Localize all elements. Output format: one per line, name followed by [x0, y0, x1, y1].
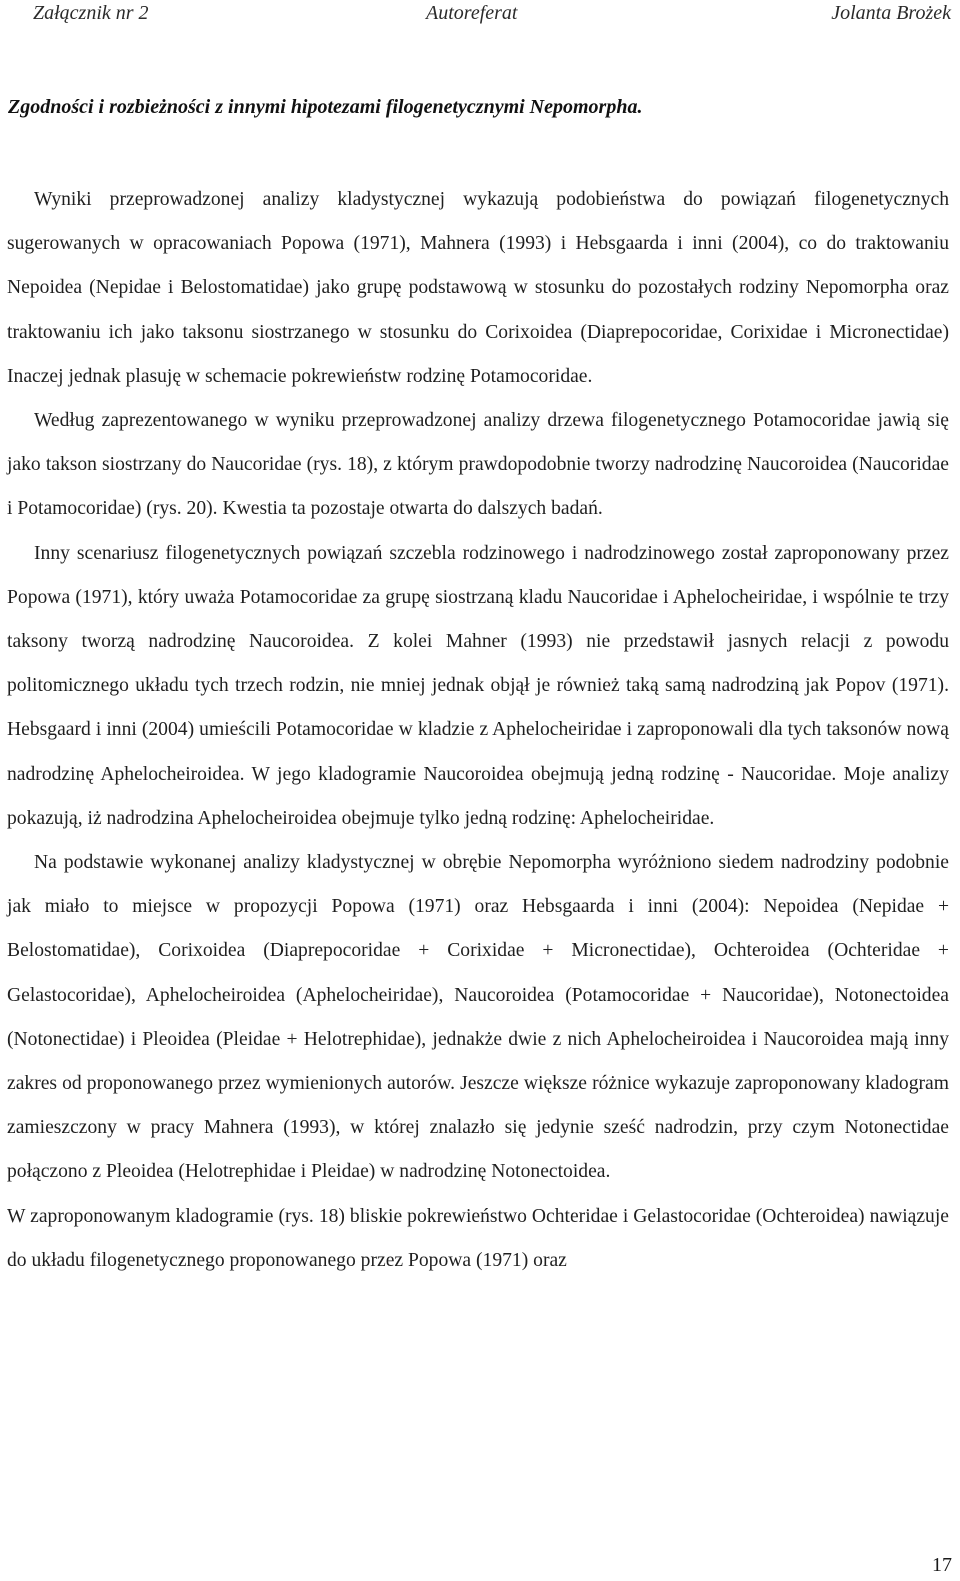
- header-annex-label: Załącznik nr 2: [33, 2, 149, 24]
- paragraph-3: Inny scenariusz filogenetycznych powiązań szczebla rodzinowego i nadrodzinowego został zaproponowany przez Popowa (1971), który uważa Potamocoridae za grupę siostrzaną kladu Naucoridae i Aphelocheiridae, i wspólnie te trzy taksony tworzą nadrodzinę Naucoroidea. Z kolei Mahner (1993) nie przedstawił jasnych relacji z powodu politomicznego układu tych trzech rodzin, nie mniej jednak objął je również taką samą nadrodziną jak Popov (1971). Hebsgaard i inni (2004) umieścili Potamocoridae w kladzie z Aphelocheiridae i zaproponowali dla tych taksonów nową nadrodzinę Aphelocheiroidea. W jego kladogramie Naucoroidea obejmują jedną rodzinę - Naucoridae. Moje analizy pokazują, iż nadrodzina Aphelocheiroidea obejmuje tylko jedną rodzinę: Aphelocheiridae.: [7, 542, 949, 829]
- running-header: [33, 2, 951, 30]
- paragraph-1: Wyniki przeprowadzonej analizy kladystycznej wykazują podobieństwa do powiązań filogenetycznych sugerowanych w opracowaniach Popowa (1971), Mahnera (1993) i Hebsgaarda i inni (2004), co do traktowaniu Nepoidea (Nepidae i Belostomatidae) jako grupę podstawową w stosunku do pozostałych rodziny Nepomorpha oraz traktowaniu ich jako taksonu siostrzanego w stosunku do Corixoidea (Diaprepocoridae, Corixidae i Micronectidae) Inaczej jednak plasuję w schemacie pokrewieństw rodzinę Potamocoridae.: [7, 189, 949, 387]
- header-document-type: Autoreferat: [426, 2, 518, 24]
- page-number: 17: [932, 1554, 952, 1576]
- section-title: Zgodności i rozbieżności z innymi hipotezami filogenetycznymi Nepomorpha.: [8, 96, 643, 118]
- paragraph-4: Na podstawie wykonanej analizy kladystycznej w obrębie Nepomorpha wyróżniono siedem nadrodziny podobnie jak miało to miejsce w propozycji Popowa (1971) oraz Hebsgaarda i inni (2004): Nepoidea (Nepidae + Belostomatidae), Corixoidea (Diaprepocoridae + Corixidae + Micronectidae), Ochteroidea (Ochteridae + Gelastocoridae), Aphelocheiroidea (Aphelocheiridae), Naucoroidea (Potamocoridae + Naucoridae), Notonectoidea (Notonectidae) i Pleoidea (Pleidae + Helotrephidae), jednakże dwie z nich Aphelocheiroidea i Naucoroidea mają inny zakres od proponowanego przez wymienionych autorów. Jeszcze większe różnice wykazuje zaproponowany kladogram zamieszczony w pracy Mahnera (1993), w której znalazło się jedynie sześć nadrodzin, przy czym Notonectidae połączono z Pleoidea (Helotrephidae i Pleidae) w nadrodzinę Notonectoidea.: [7, 852, 949, 1183]
- paragraph-5: W zaproponowanym kladogramie (rys. 18) bliskie pokrewieństwo Ochteridae i Gelastocoridae (Ochteroidea) nawiązuje do układu filogenetycznego proponowanego przez Popowa (1971) oraz: [7, 1205, 949, 1271]
- paragraph-2: Według zaprezentowanego w wyniku przeprowadzonej analizy drzewa filogenetycznego Potamocoridae jawią się jako takson siostrzany do Naucoridae (rys. 18), z którym prawdopodobnie tworzy nadrodzinę Naucoroidea (Naucoridae i Potamocoridae) (rys. 20). Kwestia ta pozostaje otwarta do dalszych badań.: [7, 410, 949, 520]
- header-author-name: Jolanta Brożek: [831, 2, 951, 24]
- body-text: [7, 178, 949, 1283]
